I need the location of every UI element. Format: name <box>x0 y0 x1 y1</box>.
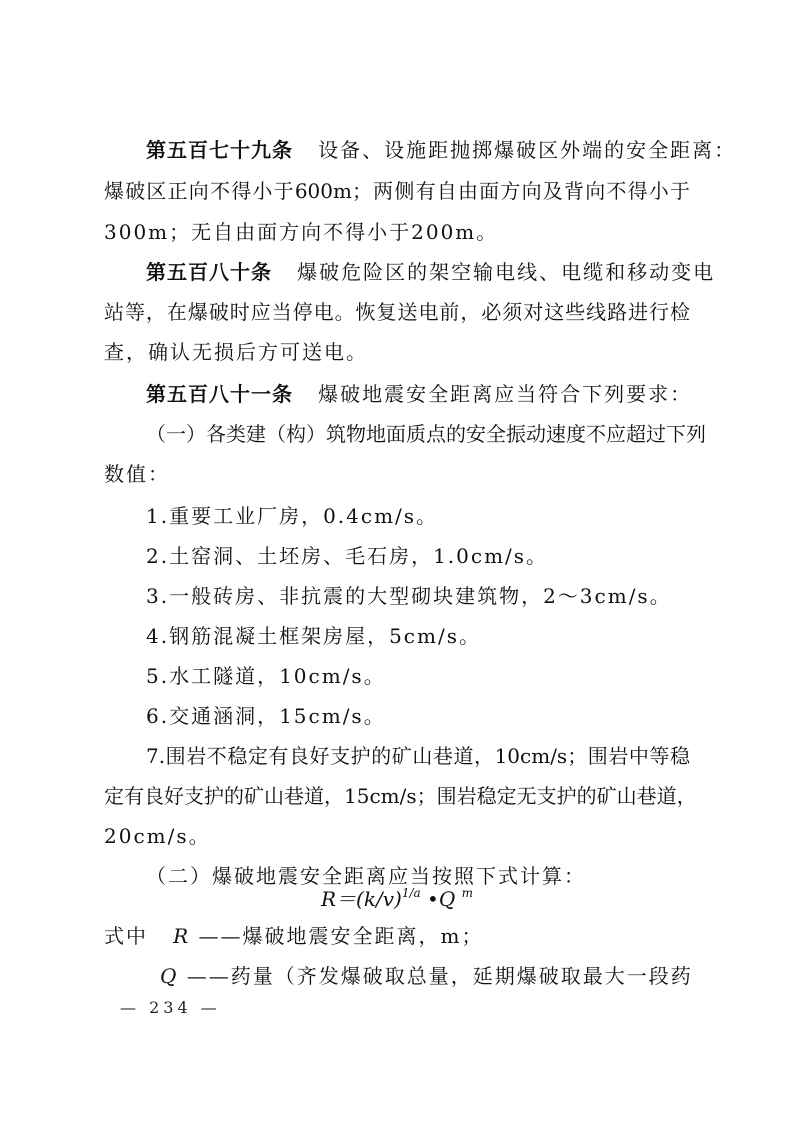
article-580-line-1 <box>146 258 716 286</box>
formula-exponent-2: m <box>461 886 473 900</box>
list-item: 2.土窑洞、土坯房、毛石房，1.0cm/s。 <box>146 544 549 568</box>
legend-q-text: ——药量（齐发爆破取总量，延期爆破取最大一段药 <box>186 964 693 988</box>
list-item: 4.钢筋混凝土框架房屋，5cm/s。 <box>146 624 481 648</box>
page-number: — 234 — <box>120 998 221 1017</box>
article-580-line-3: 查，确认无损后方可送电。 <box>104 340 368 364</box>
article-581-heading: 第五百八十一条 <box>146 382 293 406</box>
list-item: 6.交通涵洞，15cm/s。 <box>146 704 386 728</box>
list-item: 7.围岩不稳定有良好支护的矿山巷道，10cm/s；围岩中等稳 <box>146 744 690 768</box>
article-579-line-2: 爆破区正向不得小于600m；两侧有自由面方向及背向不得小于 <box>104 179 690 203</box>
blast-distance-formula <box>0 879 794 913</box>
legend-prefix: 式中 <box>104 924 148 948</box>
formula-dot: • <box>427 887 439 911</box>
list-item-continuation: 定有良好支护的矿山巷道，15cm/s；围岩稳定无支护的矿山巷道， <box>104 784 697 808</box>
article-580-heading: 第五百八十条 <box>146 260 272 284</box>
list-item: 5.水工隧道，10cm/s。 <box>146 664 386 688</box>
article-580-text: 爆破危险区的架空输电线、电缆和移动变电 <box>297 260 716 284</box>
legend-q-line <box>160 962 693 990</box>
formula-q: Q <box>438 887 456 911</box>
formula-exponent-1: 1/a <box>401 886 421 900</box>
list-item-continuation: 20cm/s。 <box>104 824 211 848</box>
article-581-para-1-line-1: （一）各类建（构）筑物地面质点的安全振动速度不应超过下列 <box>146 422 706 446</box>
article-581-para-2: （二）爆破地震安全距离应当按照下式计算： <box>146 864 586 888</box>
article-579-text: 设备、设施距抛掷爆破区外端的安全距离： <box>318 138 737 162</box>
legend-r-line <box>104 922 690 950</box>
article-579-line-1 <box>146 136 737 164</box>
article-580-line-2: 站等，在爆破时应当停电。恢复送电前，必须对这些线路进行检 <box>104 300 690 324</box>
article-579-line-3: 300m；无自由面方向不得小于200m。 <box>104 220 499 244</box>
formula-lhs: R＝(k/v) <box>321 887 402 911</box>
article-579-heading: 第五百七十九条 <box>146 138 293 162</box>
article-581-para-1-line-2: 数值： <box>104 462 170 486</box>
article-581-line-1 <box>146 380 693 408</box>
list-item: 3.一般砖房、非抗震的大型砌块建筑物，2～3cm/s。 <box>146 584 672 608</box>
article-581-text: 爆破地震安全距离应当符合下列要求： <box>318 382 693 406</box>
list-item: 1.重要工业厂房，0.4cm/s。 <box>146 504 439 528</box>
legend-r-symbol: R <box>173 924 191 948</box>
legend-q-symbol: Q <box>160 964 179 988</box>
legend-r-text: ——爆破地震安全距离，m； <box>198 924 484 948</box>
